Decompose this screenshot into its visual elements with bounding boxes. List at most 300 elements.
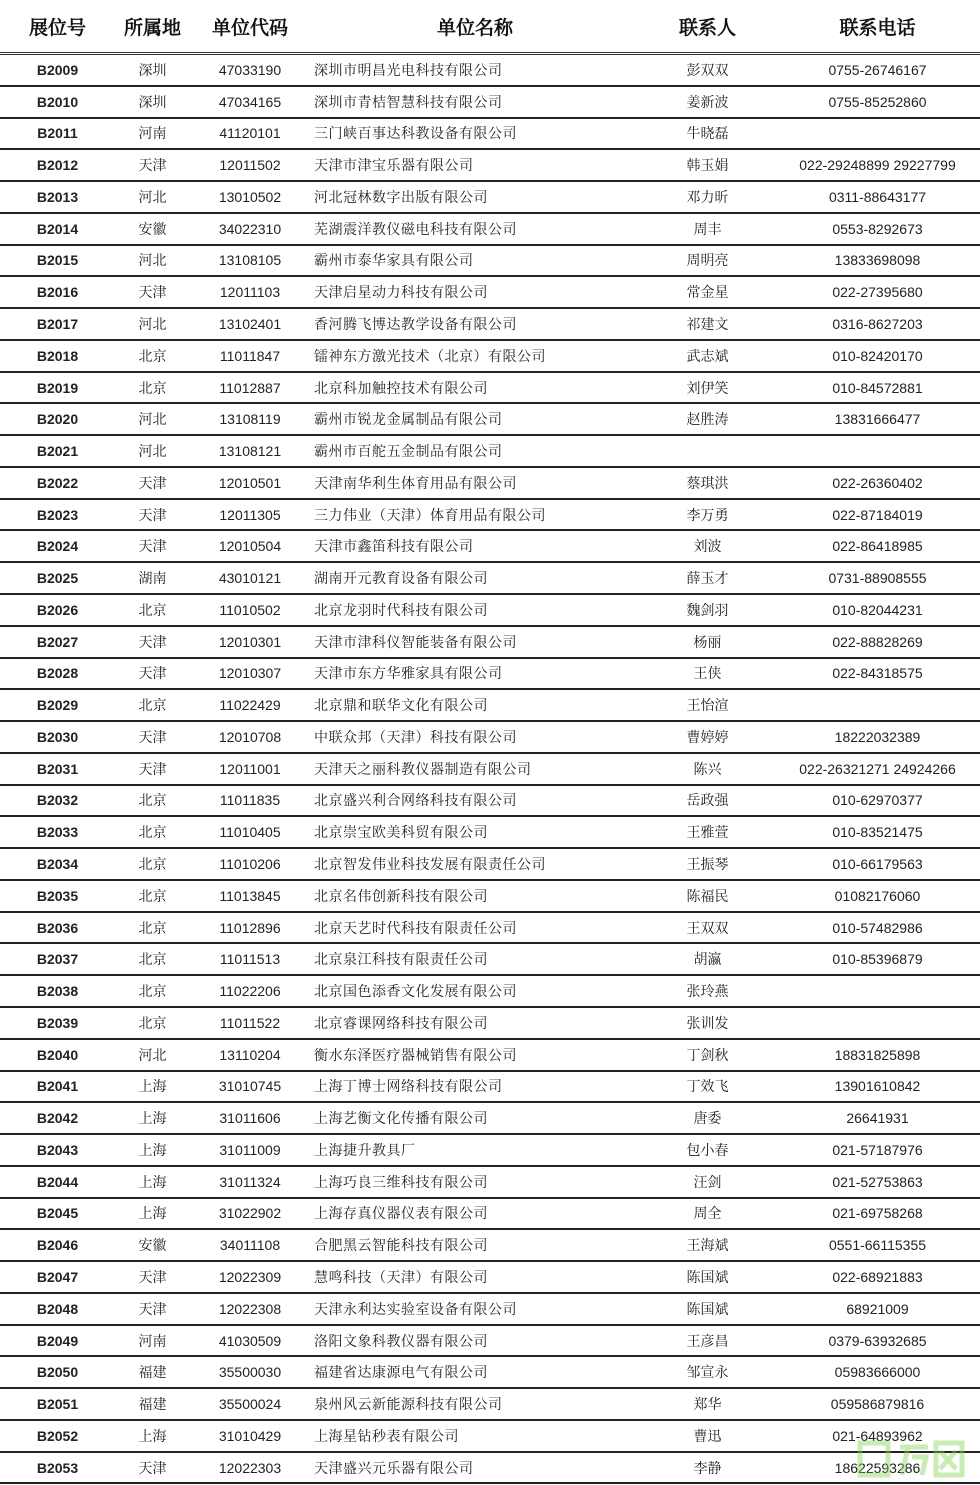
cell-contact-person: 王侠 xyxy=(693,665,722,682)
cell-unit-code: 11011513 xyxy=(219,951,281,968)
cell-booth-number: B2045 xyxy=(36,1205,79,1222)
cell-booth-number: B2042 xyxy=(36,1110,79,1127)
cell-booth-number: B2027 xyxy=(36,633,79,650)
cell-contact-phone: 13831666477 xyxy=(834,411,921,428)
cell-contact-person: 邓力昕 xyxy=(686,188,729,205)
cell-contact-person: 王海斌 xyxy=(686,1237,729,1254)
cell-booth-number: B2019 xyxy=(36,379,79,396)
cell-contact-phone: 26641931 xyxy=(846,1110,909,1127)
cell-unit-code: 41120101 xyxy=(219,125,281,142)
cell-contact-phone: 059586879816 xyxy=(830,1396,925,1413)
cell-contact-phone: 022-84318575 xyxy=(832,665,923,682)
table-row xyxy=(0,786,980,818)
cell-contact-phone: 0553-8292673 xyxy=(832,220,923,237)
cell-unit-code: 13108121 xyxy=(218,443,282,460)
cell-contact-person: 王振琴 xyxy=(686,856,729,873)
cell-unit-code: 11011835 xyxy=(219,792,281,809)
cell-contact-phone: 13901610842 xyxy=(834,1078,921,1095)
table-row xyxy=(0,277,980,309)
cell-unit-name: 天津市津宝乐器有限公司 xyxy=(314,157,474,174)
cell-region: 河北 xyxy=(138,188,167,205)
table-row xyxy=(0,913,980,945)
cell-contact-phone: 18622593286 xyxy=(834,1459,921,1476)
cell-region: 天津 xyxy=(138,665,167,682)
cell-unit-code: 11011522 xyxy=(219,1014,281,1031)
cell-unit-name: 三门峡百事达科教设备有限公司 xyxy=(314,125,517,142)
cell-contact-person: 祁建文 xyxy=(686,316,729,332)
cell-unit-name: 上海存真仪器仪表有限公司 xyxy=(314,1205,488,1222)
cell-booth-number: B2040 xyxy=(36,1046,79,1063)
table-row xyxy=(0,246,980,278)
cell-unit-code: 41030509 xyxy=(218,1332,282,1349)
cell-unit-code: 13010502 xyxy=(218,188,282,205)
cell-region: 天津 xyxy=(138,1268,167,1285)
cell-unit-code: 12010301 xyxy=(218,633,282,650)
cell-booth-number: B2031 xyxy=(36,760,79,777)
cell-unit-code: 35500024 xyxy=(218,1396,282,1413)
cell-contact-person: 王雅萱 xyxy=(686,824,729,841)
cell-unit-code: 13102401 xyxy=(218,316,282,332)
cell-contact-phone: 021-52753863 xyxy=(832,1173,923,1190)
cell-booth-number: B2053 xyxy=(36,1459,79,1476)
cell-unit-code: 11011847 xyxy=(219,347,281,364)
cell-contact-phone: 022-26321271 24924266 xyxy=(799,760,956,777)
cell-contact-person: 刘波 xyxy=(693,538,722,555)
cell-unit-name: 上海丁博士网络科技有限公司 xyxy=(314,1078,503,1095)
cell-unit-code: 34022310 xyxy=(218,220,282,237)
table-row xyxy=(0,214,980,246)
cell-booth-number: B2021 xyxy=(36,443,79,460)
cell-unit-code: 12011001 xyxy=(219,760,281,777)
cell-contact-phone: 010-82420170 xyxy=(832,347,923,364)
cell-unit-code: 11022429 xyxy=(219,697,281,714)
cell-region: 河南 xyxy=(138,1332,167,1349)
cell-contact-person: 陈福民 xyxy=(686,887,729,904)
cell-contact-phone: 022-86418985 xyxy=(832,538,923,555)
cell-unit-name: 霸州市锐龙金属制品有限公司 xyxy=(314,411,503,428)
table-row xyxy=(0,1199,980,1231)
table-row xyxy=(0,1326,980,1358)
cell-region: 上海 xyxy=(138,1078,167,1095)
table-row xyxy=(0,563,980,595)
cell-contact-person: 陈兴 xyxy=(693,760,722,777)
cell-unit-name: 北京智发伟业科技发展有限责任公司 xyxy=(314,856,546,873)
cell-booth-number: B2013 xyxy=(36,188,79,205)
cell-unit-code: 11022206 xyxy=(219,983,281,1000)
cell-contact-person: 唐委 xyxy=(693,1110,722,1127)
cell-booth-number: B2009 xyxy=(36,61,79,78)
cell-unit-name: 北京龙羽时代科技有限公司 xyxy=(314,601,488,618)
cell-contact-person: 常金星 xyxy=(686,284,729,301)
cell-contact-phone: 010-82044231 xyxy=(832,601,923,618)
cell-unit-name: 天津南华利生体育用品有限公司 xyxy=(314,474,517,491)
cell-unit-name: 北京科加触控技术有限公司 xyxy=(314,379,488,396)
cell-unit-code: 11012896 xyxy=(219,919,281,936)
cell-contact-person: 韩玉娟 xyxy=(686,157,729,174)
table-row xyxy=(0,500,980,532)
cell-unit-name: 上海巧良三维科技有限公司 xyxy=(314,1173,488,1190)
table-row xyxy=(0,1421,980,1453)
cell-contact-person: 周明亮 xyxy=(686,252,729,269)
cell-unit-code: 12022309 xyxy=(218,1268,282,1285)
cell-unit-name: 合肥黑云智能科技有限公司 xyxy=(314,1237,488,1254)
cell-booth-number: B2026 xyxy=(36,601,79,618)
cell-region: 北京 xyxy=(138,951,167,968)
cell-booth-number: B2039 xyxy=(36,1014,79,1031)
cell-contact-phone: 022-29248899 29227799 xyxy=(799,157,956,174)
cell-unit-name: 北京睿课网络科技有限公司 xyxy=(314,1014,488,1031)
table-row xyxy=(0,150,980,182)
header-contact-person: 联系人 xyxy=(678,17,736,39)
cell-contact-person: 汪剑 xyxy=(693,1173,722,1190)
cell-region: 北京 xyxy=(138,697,167,714)
cell-booth-number: B2015 xyxy=(36,252,79,269)
cell-unit-name: 福建省达康源电气有限公司 xyxy=(314,1364,488,1381)
cell-region: 天津 xyxy=(138,284,167,301)
cell-region: 湖南 xyxy=(138,570,167,587)
cell-unit-name: 芜湖震洋教仪磁电科技有限公司 xyxy=(314,220,517,237)
cell-region: 上海 xyxy=(138,1205,167,1222)
cell-unit-name: 天津市津科仪智能装备有限公司 xyxy=(314,633,517,650)
cell-booth-number: B2010 xyxy=(36,93,79,110)
table-row xyxy=(0,531,980,563)
cell-contact-person: 李静 xyxy=(693,1459,722,1476)
cell-contact-person: 牛晓磊 xyxy=(686,125,729,142)
cell-contact-person: 曹婷婷 xyxy=(686,728,729,745)
table-row xyxy=(0,436,980,468)
cell-region: 北京 xyxy=(138,601,167,618)
cell-unit-name: 上海星钻秒表有限公司 xyxy=(314,1427,459,1444)
table-row xyxy=(0,944,980,976)
cell-unit-code: 12010504 xyxy=(218,538,282,555)
cell-region: 上海 xyxy=(138,1173,167,1190)
cell-region: 北京 xyxy=(138,919,167,936)
table-row xyxy=(0,373,980,405)
cell-region: 河北 xyxy=(138,411,167,428)
table-row xyxy=(0,881,980,913)
cell-unit-name: 天津市鑫笛科技有限公司 xyxy=(314,538,474,555)
cell-booth-number: B2044 xyxy=(36,1173,79,1190)
cell-region: 天津 xyxy=(138,1459,167,1476)
cell-contact-phone: 01082176060 xyxy=(834,887,921,904)
cell-booth-number: B2046 xyxy=(36,1237,79,1254)
cell-contact-person: 蔡琪洪 xyxy=(686,474,729,491)
cell-contact-person: 姜新波 xyxy=(686,93,729,110)
cell-unit-code: 13108119 xyxy=(219,411,281,428)
table-row xyxy=(0,1103,980,1135)
cell-region: 北京 xyxy=(138,792,167,809)
cell-contact-phone: 022-27395680 xyxy=(832,284,923,301)
cell-contact-phone: 0379-63932685 xyxy=(828,1332,927,1349)
cell-unit-name: 衡水东泽医疗器械销售有限公司 xyxy=(314,1046,517,1063)
cell-booth-number: B2038 xyxy=(36,983,79,1000)
cell-contact-person: 陈国斌 xyxy=(686,1268,729,1285)
cell-unit-name: 深圳市青桔智慧科技有限公司 xyxy=(314,93,503,110)
cell-booth-number: B2022 xyxy=(36,474,79,491)
cell-contact-person: 郑华 xyxy=(693,1396,722,1413)
cell-region: 天津 xyxy=(138,506,167,523)
cell-region: 北京 xyxy=(138,1014,167,1031)
cell-contact-phone: 68921009 xyxy=(846,1300,909,1317)
cell-contact-phone: 0731-88908555 xyxy=(828,570,927,587)
cell-unit-name: 北京名伟创新科技有限公司 xyxy=(314,887,488,904)
cell-contact-person: 李万勇 xyxy=(686,506,729,523)
table-row xyxy=(0,341,980,373)
cell-unit-code: 12010708 xyxy=(218,728,282,745)
table-row xyxy=(0,1389,980,1421)
cell-contact-phone: 13833698098 xyxy=(834,252,921,269)
cell-unit-name: 天津启星动力科技有限公司 xyxy=(314,284,488,301)
table-header xyxy=(0,0,980,55)
cell-booth-number: B2025 xyxy=(36,570,79,587)
table-row xyxy=(0,404,980,436)
cell-booth-number: B2020 xyxy=(36,411,79,428)
cell-unit-name: 天津盛兴元乐器有限公司 xyxy=(314,1459,474,1476)
cell-contact-phone: 18831825898 xyxy=(834,1046,921,1063)
cell-contact-person: 胡瀛 xyxy=(693,951,722,968)
cell-contact-phone: 18222032389 xyxy=(834,728,921,745)
cell-contact-person: 曹迅 xyxy=(693,1427,722,1444)
cell-unit-name: 河北冠林数字出版有限公司 xyxy=(314,188,488,205)
cell-unit-code: 34011108 xyxy=(219,1237,281,1254)
cell-unit-code: 11010206 xyxy=(219,856,281,873)
cell-contact-person: 岳政强 xyxy=(686,792,729,809)
cell-region: 河北 xyxy=(138,252,167,269)
table-row xyxy=(0,1230,980,1262)
cell-booth-number: B2051 xyxy=(36,1396,79,1413)
cell-contact-person: 包小春 xyxy=(686,1141,729,1158)
cell-region: 河北 xyxy=(138,443,167,460)
cell-contact-phone: 021-57187976 xyxy=(832,1141,923,1158)
cell-contact-phone: 021-69758268 xyxy=(832,1205,923,1222)
cell-unit-code: 12010501 xyxy=(218,474,282,491)
cell-region: 北京 xyxy=(138,347,167,364)
cell-booth-number: B2024 xyxy=(36,538,79,555)
cell-booth-number: B2017 xyxy=(36,316,79,332)
table-row xyxy=(0,595,980,627)
table-row xyxy=(0,690,980,722)
cell-booth-number: B2035 xyxy=(36,887,79,904)
table-row xyxy=(0,1167,980,1199)
cell-unit-name: 湖南开元教育设备有限公司 xyxy=(314,570,488,587)
cell-contact-phone: 010-62970377 xyxy=(832,792,923,809)
cell-unit-code: 12010307 xyxy=(218,665,282,682)
table-row xyxy=(0,182,980,214)
cell-unit-name: 北京盛兴利合网络科技有限公司 xyxy=(314,792,517,809)
cell-booth-number: B2023 xyxy=(36,506,79,523)
cell-contact-person: 刘伊笑 xyxy=(686,379,729,396)
table-body xyxy=(0,55,980,1484)
cell-contact-person: 薛玉才 xyxy=(686,570,729,587)
cell-contact-phone: 0755-26746167 xyxy=(828,61,927,78)
table-row xyxy=(0,87,980,119)
table-row xyxy=(0,1453,980,1485)
table-row xyxy=(0,659,980,691)
cell-contact-phone: 0316-8627203 xyxy=(832,316,923,332)
cell-region: 河北 xyxy=(138,316,167,332)
cell-contact-phone: 0551-66115355 xyxy=(828,1237,927,1254)
cell-region: 深圳 xyxy=(138,61,167,78)
cell-contact-phone: 022-88828269 xyxy=(832,633,923,650)
cell-unit-code: 11013845 xyxy=(219,887,281,904)
cell-unit-code: 11012887 xyxy=(219,379,281,396)
cell-contact-person: 周全 xyxy=(693,1205,722,1222)
table-row xyxy=(0,1357,980,1389)
cell-unit-code: 12011305 xyxy=(219,506,281,523)
cell-contact-person: 魏剑羽 xyxy=(686,601,729,618)
table-row xyxy=(0,754,980,786)
cell-region: 安徽 xyxy=(138,1237,167,1254)
cell-booth-number: B2037 xyxy=(36,951,79,968)
cell-booth-number: B2048 xyxy=(36,1300,79,1317)
cell-contact-person: 周丰 xyxy=(693,220,722,237)
cell-unit-name: 上海捷升教具厂 xyxy=(314,1141,416,1158)
cell-region: 天津 xyxy=(138,728,167,745)
cell-unit-name: 北京鼎和联华文化有限公司 xyxy=(314,697,488,714)
cell-contact-person: 王彦昌 xyxy=(686,1332,729,1349)
cell-contact-phone: 022-68921883 xyxy=(832,1268,923,1285)
cell-unit-code: 12011502 xyxy=(219,157,281,174)
cell-unit-name: 北京崇宝欧美科贸有限公司 xyxy=(314,824,488,841)
cell-booth-number: B2047 xyxy=(36,1268,79,1285)
cell-unit-name: 霸州市百舵五金制品有限公司 xyxy=(314,443,503,460)
cell-booth-number: B2050 xyxy=(36,1364,79,1381)
cell-contact-phone: 010-57482986 xyxy=(832,919,923,936)
cell-contact-phone: 022-26360402 xyxy=(832,474,923,491)
table-row xyxy=(0,627,980,659)
cell-unit-name: 中联众邦（天津）科技有限公司 xyxy=(314,728,517,745)
cell-booth-number: B2028 xyxy=(36,665,79,682)
cell-unit-name: 霸州市泰华家具有限公司 xyxy=(314,252,474,269)
cell-unit-code: 35500030 xyxy=(218,1364,282,1381)
cell-unit-code: 31011324 xyxy=(219,1173,281,1190)
table-row xyxy=(0,309,980,341)
cell-unit-code: 31011606 xyxy=(219,1110,281,1127)
cell-region: 天津 xyxy=(138,157,167,174)
cell-region: 上海 xyxy=(138,1110,167,1127)
cell-booth-number: B2018 xyxy=(36,347,79,364)
cell-unit-name: 三力伟业（天津）体育用品有限公司 xyxy=(314,506,546,523)
cell-unit-name: 北京国色添香文化发展有限公司 xyxy=(314,983,517,1000)
header-unit-code: 单位代码 xyxy=(211,17,288,39)
cell-booth-number: B2014 xyxy=(36,220,79,237)
cell-unit-name: 上海艺衡文化传播有限公司 xyxy=(314,1110,488,1127)
cell-unit-name: 北京天艺时代科技有限责任公司 xyxy=(314,919,517,936)
cell-unit-code: 13110204 xyxy=(219,1046,281,1063)
cell-unit-name: 洛阳文象科教仪器有限公司 xyxy=(314,1332,488,1349)
cell-booth-number: B2034 xyxy=(36,856,79,873)
table-row xyxy=(0,468,980,500)
cell-booth-number: B2036 xyxy=(36,919,79,936)
cell-unit-code: 31011009 xyxy=(219,1141,281,1158)
cell-unit-name: 天津市东方华雅家具有限公司 xyxy=(314,665,503,682)
cell-booth-number: B2043 xyxy=(36,1141,79,1158)
cell-region: 河北 xyxy=(138,1046,167,1063)
cell-unit-code: 31010745 xyxy=(218,1078,282,1095)
cell-region: 北京 xyxy=(138,856,167,873)
cell-region: 天津 xyxy=(138,1300,167,1317)
cell-contact-person: 张训发 xyxy=(686,1014,729,1031)
cell-unit-code: 31010429 xyxy=(218,1427,282,1444)
cell-contact-person: 王怡渲 xyxy=(686,697,729,714)
cell-unit-name: 慧鸣科技（天津）有限公司 xyxy=(314,1268,488,1285)
table-row xyxy=(0,817,980,849)
table-row xyxy=(0,1135,980,1167)
header-booth-number: 展位号 xyxy=(28,17,86,39)
cell-contact-person: 杨丽 xyxy=(693,633,722,650)
header-region: 所属地 xyxy=(123,17,181,39)
cell-booth-number: B2033 xyxy=(36,824,79,841)
cell-contact-phone: 021-64893962 xyxy=(832,1427,923,1444)
cell-region: 上海 xyxy=(138,1427,167,1444)
cell-contact-phone: 05983666000 xyxy=(834,1364,921,1381)
cell-contact-person: 邹宣永 xyxy=(686,1364,729,1381)
table-row xyxy=(0,849,980,881)
table-row xyxy=(0,1262,980,1294)
cell-region: 北京 xyxy=(138,379,167,396)
cell-booth-number: B2041 xyxy=(36,1078,79,1095)
table-row xyxy=(0,1294,980,1326)
cell-contact-person: 丁剑秋 xyxy=(686,1046,729,1063)
cell-contact-phone: 0755-85252860 xyxy=(828,93,927,110)
table-row xyxy=(0,1072,980,1104)
cell-contact-phone: 0311-88643177 xyxy=(828,188,927,205)
cell-unit-code: 12022308 xyxy=(218,1300,282,1317)
cell-booth-number: B2049 xyxy=(36,1332,79,1349)
cell-region: 天津 xyxy=(138,474,167,491)
cell-region: 北京 xyxy=(138,887,167,904)
cell-unit-code: 43010121 xyxy=(218,570,282,587)
cell-contact-person: 彭双双 xyxy=(686,61,729,78)
cell-region: 福建 xyxy=(138,1364,167,1381)
cell-unit-code: 11010502 xyxy=(219,601,281,618)
cell-contact-person: 赵胜涛 xyxy=(686,411,729,428)
cell-contact-person: 武志斌 xyxy=(686,347,729,364)
cell-region: 北京 xyxy=(138,824,167,841)
table-row xyxy=(0,722,980,754)
cell-region: 天津 xyxy=(138,760,167,777)
cell-unit-name: 泉州风云新能源科技有限公司 xyxy=(314,1396,503,1413)
header-contact-phone: 联系电话 xyxy=(839,17,916,39)
cell-booth-number: B2030 xyxy=(36,728,79,745)
cell-unit-name: 镭神东方激光技术（北京）有限公司 xyxy=(314,347,546,364)
cell-unit-name: 北京泉江科技有限责任公司 xyxy=(314,951,488,968)
cell-contact-phone: 010-83521475 xyxy=(832,824,923,841)
cell-unit-code: 31022902 xyxy=(218,1205,282,1222)
cell-region: 深圳 xyxy=(138,93,167,110)
cell-contact-phone: 010-85396879 xyxy=(832,951,923,968)
cell-booth-number: B2029 xyxy=(36,697,79,714)
cell-unit-code: 12011103 xyxy=(219,284,281,301)
table-row xyxy=(0,976,980,1008)
cell-unit-name: 深圳市明昌光电科技有限公司 xyxy=(314,61,503,78)
cell-contact-person: 陈国斌 xyxy=(686,1300,729,1317)
table-row xyxy=(0,1008,980,1040)
table-row xyxy=(0,1040,980,1072)
cell-region: 上海 xyxy=(138,1141,167,1158)
cell-booth-number: B2052 xyxy=(36,1427,79,1444)
cell-contact-person: 张玲燕 xyxy=(686,983,729,1000)
cell-contact-person: 丁效飞 xyxy=(686,1078,729,1095)
table-row xyxy=(0,119,980,151)
cell-booth-number: B2012 xyxy=(36,157,79,174)
cell-booth-number: B2011 xyxy=(37,125,78,142)
cell-region: 天津 xyxy=(138,538,167,555)
cell-region: 安徽 xyxy=(138,220,167,237)
cell-unit-name: 天津永利达实验室设备有限公司 xyxy=(314,1300,517,1317)
cell-contact-phone: 010-66179563 xyxy=(832,856,923,873)
cell-unit-code: 47033190 xyxy=(218,61,282,78)
